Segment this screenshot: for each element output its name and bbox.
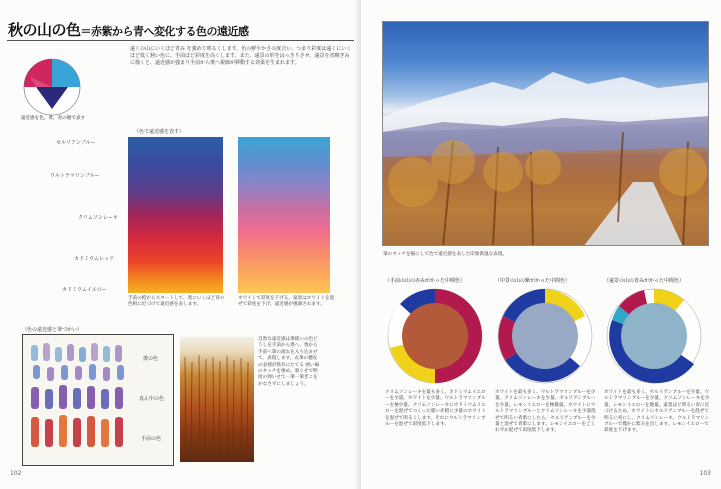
ring-chart-icon [495, 286, 595, 386]
ring3-heading: （遠景の山の青みがかった中間色） [604, 278, 685, 284]
wheel-caption: 遠近感を色、黄、青の順で表す [20, 116, 86, 121]
strip-label-cadmium-red: カドミウムレッド [74, 256, 114, 262]
gradient-strip-saturated [128, 137, 223, 293]
page-number-left: 102 [10, 470, 22, 477]
brush-note: 自然な遠近感は筆使いの色どうしを手前から奥へ、奥から手前へ筆の流れを入り込ませて、表現します。丸筆の穂先の表情が筋有にたてる 強い線のタッチを強め、筆ぐせで明度の強いせて一筆一筆ぎこをかなさずにしましょう。 [258, 337, 320, 387]
autumn-grass-painting [180, 337, 254, 462]
ring-chart-icon [604, 286, 704, 386]
painting-caption: 筆のタッチを縦にして色で遠近感を表した印象派風な表現。 [383, 252, 508, 257]
ring1-text: クリムソンレーキを最も多く。カドミウムイエローを少量。ホワイトを少量。ウルトラマリンブルーを極少量。クリムソンレーキにカドミウムイエローを混ぜてつくった暖い赤橙に少量のホワイトを混ぜて明るくします。それにウルトラマリンブルーを混ぜて彩度低下します。 [385, 390, 486, 428]
brush-label-middle: 真ん中の色 [139, 396, 165, 402]
left-page [0, 0, 360, 489]
brush-heading: （色の遠近感と筆づかい） [22, 327, 83, 333]
strip-label-crimson: クリムソンレーキ [78, 215, 118, 221]
brush-stroke-swatch [22, 334, 174, 466]
ring2-heading: （中景の山の紫がかった中間色） [495, 278, 571, 284]
intro-text: 遠くの山にいくほど青み を強めて明るくします。色の鮮やかさの度合い、つまり彩度は遠くにいくほど低く鈍い色に、手前ほど彩度を高くします。また、遠景の形をはっきりさせ、遠景を省略ぎみに描くと、遠近感が強まり手前から奥へ視線が移動する効果を生まれます。 [130, 46, 352, 66]
gradient-strip-white-mixed [238, 137, 330, 293]
caption-strip1: 手前の橙からスタートして、奥にいくほど青の色相に近づけて遠近感を表します。 [128, 296, 225, 308]
right-page [361, 0, 721, 489]
strip-label-cerulean: セルリアンブルー [56, 140, 96, 146]
strip-label-ultramarine: ウルトラマリンブルー [50, 173, 100, 179]
ring3-text: ホワイトを最も多く。セルリアンブルーを少量。ウルトラマリンブルーを少量。クリムソンレーキを少量。レモンイエローを微量。遠景ほど明るい青に近づけるため、ホワイトにセルリアンブルーを混ぜて明るい青にし、クリムソンレーキ、ウルトラマリンブルーで僅かに紫みを出します。レモンイエローで彩度を下げます。 [604, 390, 710, 434]
brush-label-near: 手前の色 [141, 436, 162, 442]
page-title: 秋の山の色＝赤紫から青へ変化する色の遠近感 [8, 21, 249, 39]
brush-label-far: 奥の色 [143, 356, 159, 362]
strip-label-cadmium-yellow: カドミウムイエロー [62, 287, 107, 293]
page-number-right: 103 [699, 470, 711, 477]
caption-strip2: ホワイトで彩度を下げる。遠景はホワイトを混ぜて彩度を下げ、遠近感が強調されます。 [238, 296, 335, 308]
title-rule [7, 40, 354, 41]
ring2-text: ホワイトを最も多く。ウルトラマリンブルーを少量。クリムソンレーキを少量。セルリアンブルーを少量。レモンイエローを極微量。ホワイトにウルトラマリンブルーとクリムソンレーキを少量混ぜて明るい青紫にしたら、セルリアンブルーを少量と混ぜて青紫にします。レモンイエローをごくわずか混ぜて彩度低下します。 [495, 390, 596, 434]
landscape-painting [382, 21, 709, 246]
ring-chart-icon [385, 286, 485, 386]
ring1-heading: （手前の山の赤みがかった中間色） [385, 278, 466, 284]
color-wheel-icon [22, 57, 82, 117]
strips-heading: （色で遠近感を表す） [134, 129, 185, 135]
